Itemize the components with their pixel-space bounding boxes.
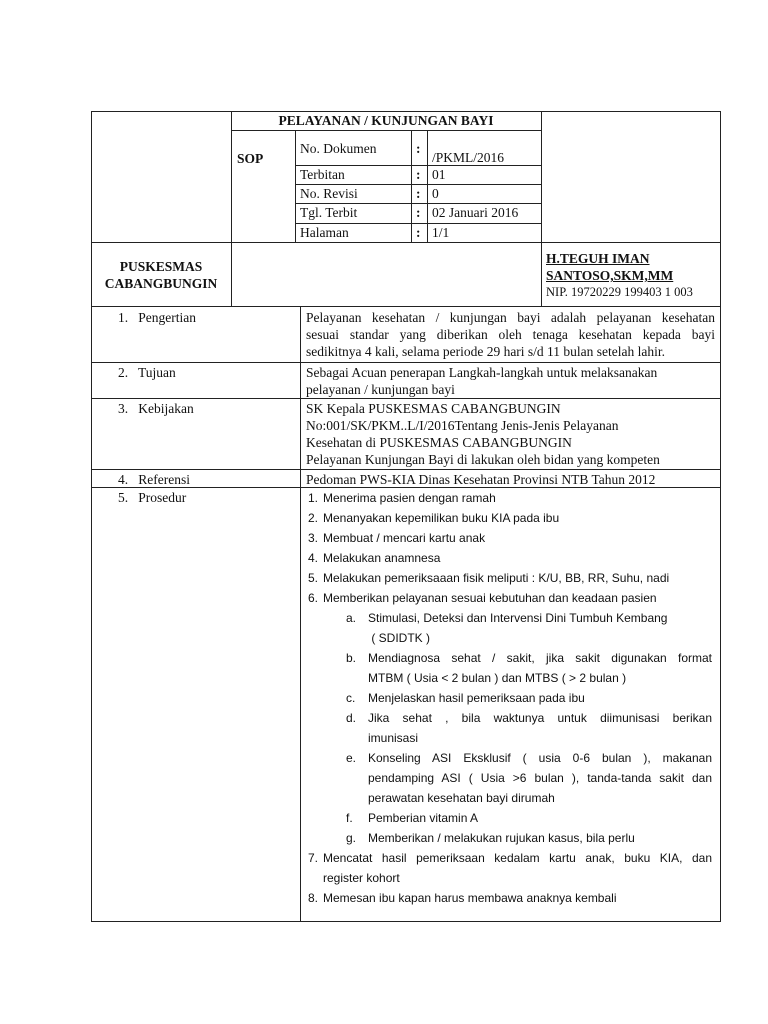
step-number: 7. — [308, 851, 319, 865]
text-line: Sebagai Acuan penerapan Langkah-langkah untuk melaksanakan — [306, 365, 658, 380]
field-colon: : — [416, 141, 421, 156]
border — [91, 306, 92, 922]
text-line: Pelayanan kesehatan / kunjungan bayi adalah pelayanan kesehatan — [306, 310, 715, 325]
signer-name-line1: H.TEGUH IMAN — [546, 251, 650, 266]
step-text: Membuat / mencari kartu anak — [323, 531, 486, 545]
field-label-terbitan: Terbitan — [300, 167, 345, 182]
section-label-kebijakan: 3. Kebijakan — [118, 401, 194, 416]
text-line: sedikitnya 4 kali, selama periode 29 hari s/d 11 bulan setelah lahir. — [306, 344, 666, 359]
signer-nip: NIP. 19720229 199403 1 003 — [546, 285, 693, 299]
section-label-tujuan: 2. Tujuan — [118, 365, 176, 380]
step-text: Menerima pasien dengan ramah — [323, 491, 496, 505]
section-label-prosedur: 5. Prosedur — [118, 490, 187, 505]
step-number: 4. — [308, 551, 319, 565]
border — [91, 362, 721, 363]
procedure-step — [306, 508, 716, 528]
substep-text: perawatan kesehatan bayi dirumah — [368, 791, 555, 805]
procedure-step — [306, 548, 716, 568]
section-label-pengertian: 1. Pengertian — [118, 310, 196, 325]
substep-text: ( SDIDTK ) — [368, 631, 430, 645]
procedure-substep-cont — [306, 668, 716, 688]
border — [720, 306, 721, 922]
step-number: 2. — [308, 511, 319, 525]
procedure-step — [306, 888, 716, 908]
substep-letter: g. — [346, 831, 357, 845]
field-value-tgl-terbit: 02 Januari 2016 — [432, 205, 519, 220]
procedure-step — [306, 848, 716, 868]
procedure-substep — [306, 748, 716, 768]
substep-letter: e. — [346, 751, 357, 765]
substep-letter: b. — [346, 651, 357, 665]
step-text: Melakukan pemeriksaaan fisik meliputi : K/U, BB, RR, Suhu, nadi — [323, 571, 670, 585]
border — [427, 130, 428, 242]
step-number: 5. — [308, 571, 319, 585]
text-line: Pelayanan Kunjungan Bayi di lakukan oleh bidan yang kompeten — [306, 452, 660, 467]
procedure-step-cont — [306, 868, 716, 888]
substep-text: Pemberian vitamin A — [368, 811, 479, 825]
field-value-halaman: 1/1 — [432, 225, 450, 240]
procedure-step — [306, 528, 716, 548]
substep-text: MTBM ( Usia < 2 bulan ) dan MTBS ( > 2 bulan ) — [368, 671, 627, 685]
border — [541, 111, 542, 307]
text-line: No:001/SK/PKM..L/I/2016Tentang Jenis-Jenis Pelayanan — [306, 418, 619, 433]
step-text: register kohort — [323, 871, 400, 885]
substep-text: imunisasi — [368, 731, 419, 745]
field-colon: : — [416, 205, 421, 220]
signer-block — [546, 250, 718, 301]
section-content-tujuan — [306, 364, 715, 398]
procedure-step — [306, 588, 716, 608]
procedure-step — [306, 488, 716, 508]
procedure-substep — [306, 688, 716, 708]
section-label-referensi: 4. Referensi — [118, 472, 190, 487]
procedure-substep-cont — [306, 788, 716, 808]
step-text: Memberikan pelayanan sesuai kebutuhan dan keadaan pasien — [323, 591, 657, 605]
field-value-terbitan: 01 — [432, 167, 446, 182]
step-number: 6. — [308, 591, 319, 605]
document-title: PELAYANAN / KUNJUNGAN BAYI — [278, 113, 494, 128]
step-number: 3. — [308, 531, 319, 545]
step-number: 8. — [308, 891, 319, 905]
text-line: sesuai standar yang diberikan oleh tenaga kesehatan kepada bayi — [306, 327, 715, 342]
border — [91, 242, 721, 243]
field-value-no-dokumen: /PKML/2016 — [432, 150, 505, 165]
border — [295, 130, 296, 242]
step-text: Mencatat hasil pemeriksaan kedalam kartu anak, buku KIA, dan — [323, 851, 712, 865]
step-text: Menanyakan kepemilikan buku KIA pada ibu — [323, 511, 560, 525]
substep-letter: c. — [346, 691, 356, 705]
field-colon: : — [416, 186, 421, 201]
signer-name-line2: SANTOSO,SKM,MM — [546, 268, 674, 283]
text-line: pelayanan / kunjungan bayi — [306, 382, 455, 397]
substep-letter: a. — [346, 611, 357, 625]
substep-text: pendamping ASI ( Usia >6 bulan ), tanda-tanda sakit dan — [368, 771, 712, 785]
field-label-tgl-terbit: Tgl. Terbit — [300, 205, 358, 220]
substep-letter: d. — [346, 711, 357, 725]
text-line: SK Kepala PUSKESMAS CABANGBUNGIN — [306, 401, 561, 416]
border — [91, 469, 721, 470]
field-label-no-revisi: No. Revisi — [300, 186, 358, 201]
procedure-substep — [306, 828, 716, 848]
border — [91, 921, 721, 922]
procedure-substep-cont — [306, 768, 716, 788]
org-name-line1: PUSKESMAS — [119, 259, 203, 274]
field-colon: : — [416, 225, 421, 240]
procedure-substep — [306, 608, 716, 628]
section-content-pengertian — [306, 309, 715, 360]
field-label-no-dokumen: No. Dokumen — [300, 141, 377, 156]
substep-letter: f. — [346, 811, 353, 825]
text-line: Kesehatan di PUSKESMAS CABANGBUNGIN — [306, 435, 572, 450]
field-colon: : — [416, 167, 421, 182]
step-text: Memesan ibu kapan harus membawa anaknya kembali — [323, 891, 617, 905]
section-content-kebijakan — [306, 400, 715, 468]
substep-text: Konseling ASI Eksklusif ( usia 0-6 bulan ), makanan — [368, 751, 712, 765]
procedure-substep — [306, 648, 716, 668]
section-content-referensi: Pedoman PWS-KIA Dinas Kesehatan Provinsi NTB Tahun 2012 — [306, 472, 656, 487]
procedure-list — [306, 488, 716, 908]
sop-label: SOP — [237, 151, 264, 166]
substep-text: Menjelaskan hasil pemeriksaan pada ibu — [368, 691, 585, 705]
procedure-substep — [306, 708, 716, 728]
procedure-substep — [306, 808, 716, 828]
border — [720, 111, 721, 307]
field-label-halaman: Halaman — [300, 225, 349, 240]
procedure-step — [306, 568, 716, 588]
org-name-line2: CABANGBUNGIN — [104, 276, 218, 291]
border — [231, 111, 232, 307]
substep-text: Stimulasi, Deteksi dan Intervensi Dini Tumbuh Kembang — [368, 611, 668, 625]
procedure-substep-cont — [306, 628, 716, 648]
substep-text: Memberikan / melakukan rujukan kasus, bila perlu — [368, 831, 635, 845]
border — [411, 130, 412, 242]
substep-text: Jika sehat , bila waktunya untuk diimunisasi berikan — [368, 711, 712, 725]
org-name — [91, 258, 231, 292]
step-text: Melakukan anamnesa — [323, 551, 441, 565]
procedure-substep-cont — [306, 728, 716, 748]
field-value-no-revisi: 0 — [432, 186, 439, 201]
border — [91, 398, 721, 399]
border — [231, 130, 541, 131]
step-number: 1. — [308, 491, 319, 505]
substep-text: Mendiagnosa sehat / sakit, jika sakit digunakan format — [368, 651, 712, 665]
border — [91, 306, 721, 307]
border — [300, 306, 301, 922]
